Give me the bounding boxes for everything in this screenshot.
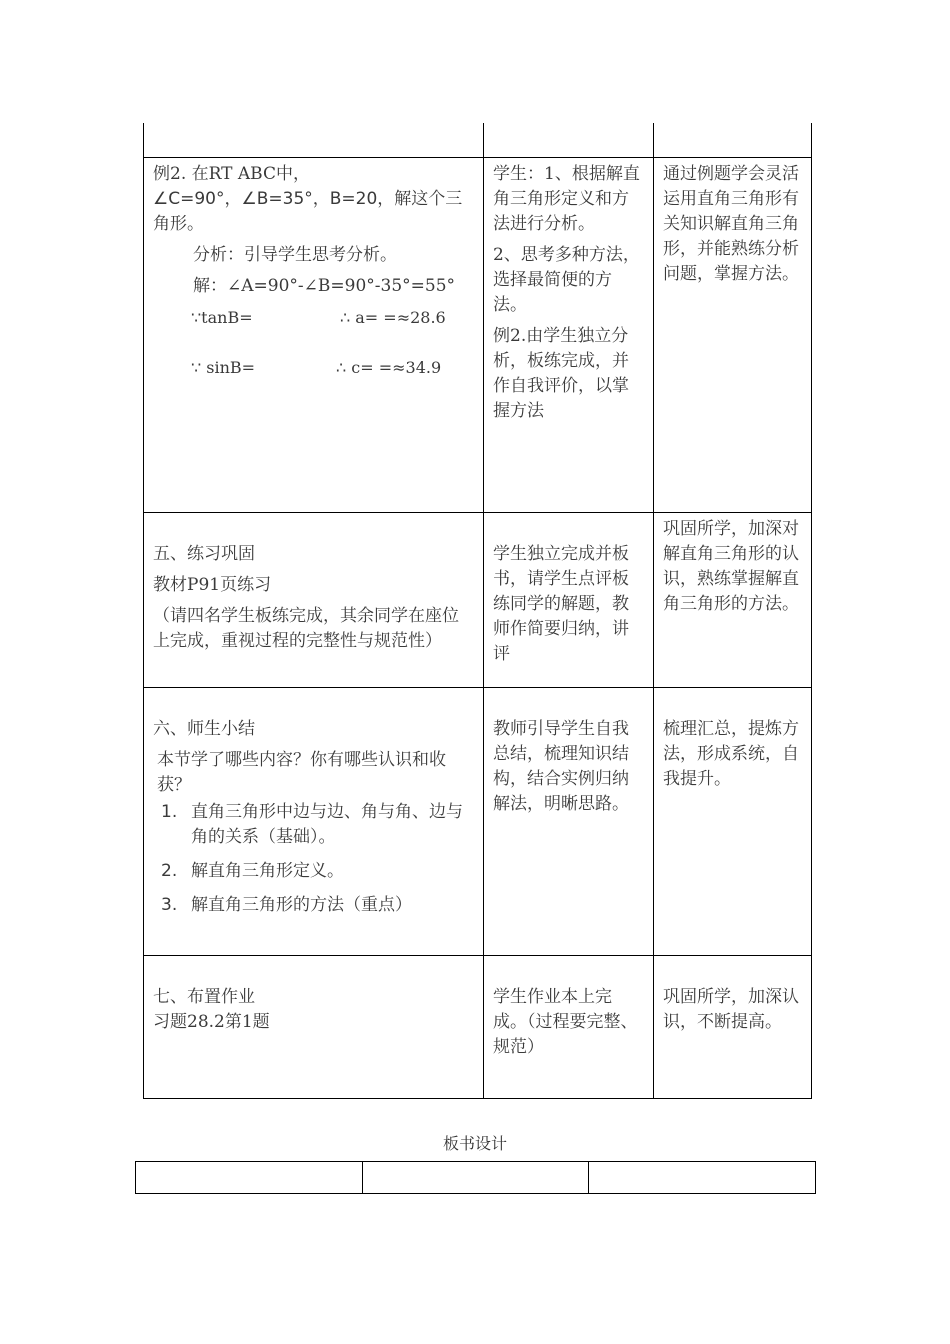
tan-because: ∵tanB= [191,308,253,327]
sin-calculation [153,355,475,405]
board-design-table [135,1161,816,1194]
tan-therefore: ∴ a= =≈28.6 [340,308,446,327]
table-cell [484,123,654,158]
practice-content-cell [144,513,484,688]
example-given: ∠C=90°，∠B=35°，B=20，解这个三角形。 [153,189,463,234]
list-item: 1. 直角三角形中边与边、角与角、边与角的关系（基础）。 [161,802,463,847]
student-activity-2: 2、思考多种方法，选择最简便的方法。 [493,245,640,315]
student-activity-1: 学生：1、根据解直角三角形定义和方法进行分析。 [493,164,640,234]
table-row [144,513,812,688]
tan-calculation [153,305,475,355]
student-activity-3: 例2.由学生独立分析，板练完成，并作自我评价，以掌握方法 [493,326,629,421]
lesson-plan-table [143,123,812,1099]
table-cell [654,123,812,158]
summary-intent: 梳理汇总，提炼方法，形成系统，自我提升。 [663,719,799,789]
table-row [144,158,812,513]
homework-activity: 学生作业本上完成。（过程要完整、规范） [493,987,638,1057]
practice-student-cell [484,513,654,688]
table-row [144,956,812,1099]
example-content-cell [144,158,484,513]
summary-question: 本节学了哪些内容？你有哪些认识和收获？ [157,750,446,795]
homework-content-cell [144,956,484,1099]
homework-title: 七、布置作业 [153,987,255,1007]
table-row [144,688,812,956]
summary-content-cell [144,688,484,956]
homework-intent-cell [654,956,812,1099]
list-item: 3. 解直角三角形的方法（重点） [161,895,412,915]
practice-line: 教材P91页练习 [153,575,272,595]
summary-activity: 教师引导学生自我总结，梳理知识结构，结合实例归纳解法，明晰思路。 [493,719,629,814]
summary-title: 六、师生小结 [153,719,255,739]
practice-intent: 巩固所学，加深对解直角三角形的认识，熟练掌握解直角三角形的方法。 [663,519,799,614]
table-row [136,1162,816,1194]
example-title: 例2. 在RT ABC中， [153,164,310,184]
example-analysis: 分析：引导学生思考分析。 [193,245,397,265]
homework-student-cell [484,956,654,1099]
design-intent: 通过例题学会灵活运用直角三角形有关知识解直角三角形，并能熟练分析问题，掌握方法。 [663,164,799,284]
homework-intent: 巩固所学，加深认识，不断提高。 [663,987,799,1032]
example-intent-cell [654,158,812,513]
table-cell [144,123,484,158]
table-row [144,123,812,158]
example-student-cell [484,158,654,513]
practice-title: 五、练习巩固 [153,544,255,564]
practice-intent-cell [654,513,812,688]
summary-list [153,800,475,918]
board-design-title: 板书设计 [442,1134,507,1153]
sin-because: ∵ sinB= [191,358,256,377]
example-solution: 解：∠A=90°-∠B=90°-35°=55° [193,276,456,296]
table-cell [136,1162,363,1194]
homework-line: 习题28.2第1题 [153,1012,270,1032]
summary-student-cell [484,688,654,956]
summary-intent-cell [654,688,812,956]
sin-therefore: ∴ c= =≈34.9 [336,358,442,377]
table-cell [589,1162,816,1194]
practice-activity: 学生独立完成并板书，请学生点评板练同学的解题，教师作简要归纳，讲评 [493,544,629,664]
list-item: 2. 解直角三角形定义。 [161,861,344,881]
table-cell [362,1162,589,1194]
practice-note: （请四名学生板练完成，其余同学在座位上完成，重视过程的完整性与规范性） [153,606,459,651]
